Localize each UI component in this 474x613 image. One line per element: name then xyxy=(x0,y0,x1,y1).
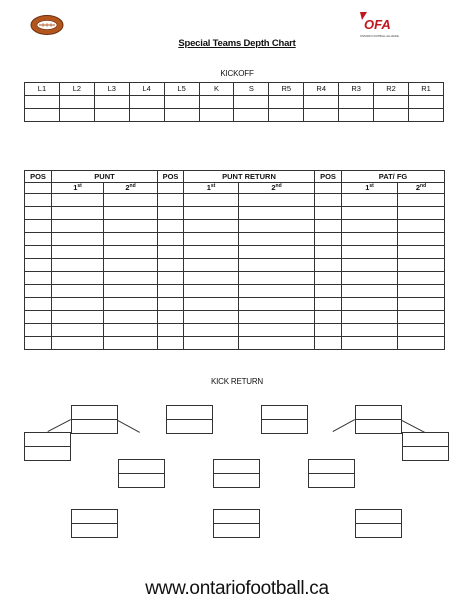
kickoff-cell[interactable] xyxy=(164,96,199,109)
depth-cell[interactable] xyxy=(104,337,158,350)
kickoff-cell[interactable] xyxy=(234,109,269,122)
depth-cell[interactable] xyxy=(104,324,158,337)
kickoff-cell[interactable] xyxy=(304,96,339,109)
kick-return-position-box[interactable] xyxy=(355,509,402,538)
kickoff-cell[interactable] xyxy=(374,109,409,122)
depth-cell[interactable] xyxy=(52,272,104,285)
depth-cell[interactable] xyxy=(158,298,184,311)
depth-cell[interactable] xyxy=(315,285,342,298)
depth-cell[interactable] xyxy=(25,285,52,298)
depth-cell[interactable] xyxy=(52,311,104,324)
blank-cell xyxy=(25,183,52,194)
kick-return-position-box[interactable] xyxy=(355,405,402,434)
second-string-header: 2nd xyxy=(104,183,158,194)
ofa-logo-text: OFA xyxy=(364,17,391,32)
ofa-logo-icon xyxy=(359,10,399,40)
kickoff-row xyxy=(25,109,444,122)
kickoff-column-header: K xyxy=(199,83,234,96)
depth-cell[interactable] xyxy=(342,233,398,246)
kickoff-cell[interactable] xyxy=(339,96,374,109)
depth-cell[interactable] xyxy=(239,272,315,285)
depth-cell[interactable] xyxy=(239,233,315,246)
depth-cell[interactable] xyxy=(398,220,445,233)
depth-cell[interactable] xyxy=(25,324,52,337)
kick-return-position-box[interactable] xyxy=(308,459,355,488)
depth-cell[interactable] xyxy=(342,246,398,259)
table-row xyxy=(25,285,445,298)
depth-cell[interactable] xyxy=(342,324,398,337)
depth-cell[interactable] xyxy=(342,298,398,311)
depth-cell[interactable] xyxy=(239,207,315,220)
depth-cell[interactable] xyxy=(239,311,315,324)
depth-cell[interactable] xyxy=(158,337,184,350)
depth-cell[interactable] xyxy=(158,324,184,337)
kick-return-label: KICK RETURN xyxy=(210,377,264,386)
depth-cell[interactable] xyxy=(52,337,104,350)
kickoff-cell[interactable] xyxy=(59,96,94,109)
depth-cell[interactable] xyxy=(315,272,342,285)
depth-cell[interactable] xyxy=(184,272,239,285)
depth-cell[interactable] xyxy=(104,207,158,220)
kickoff-cell[interactable] xyxy=(408,109,443,122)
depth-cell[interactable] xyxy=(398,285,445,298)
depth-cell[interactable] xyxy=(315,233,342,246)
table-row xyxy=(25,259,445,272)
depth-table xyxy=(24,170,445,350)
depth-cell[interactable] xyxy=(25,272,52,285)
depth-cell[interactable] xyxy=(52,298,104,311)
football-logo-icon xyxy=(30,14,64,36)
depth-cell[interactable] xyxy=(25,259,52,272)
kickoff-cell[interactable] xyxy=(374,96,409,109)
depth-cell[interactable] xyxy=(315,298,342,311)
depth-cell[interactable] xyxy=(184,194,239,207)
kickoff-cell[interactable] xyxy=(94,109,129,122)
kickoff-column-header: S xyxy=(234,83,269,96)
depth-cell[interactable] xyxy=(104,220,158,233)
blank-cell xyxy=(315,183,342,194)
depth-cell[interactable] xyxy=(158,311,184,324)
kick-return-position-box[interactable] xyxy=(71,405,118,434)
depth-cell[interactable] xyxy=(52,285,104,298)
depth-cell[interactable] xyxy=(184,324,239,337)
kickoff-column-header: L1 xyxy=(25,83,60,96)
depth-cell[interactable] xyxy=(398,272,445,285)
connector-line xyxy=(402,420,425,433)
first-string-header: 1st xyxy=(342,183,398,194)
kickoff-row xyxy=(25,96,444,109)
depth-cell[interactable] xyxy=(52,259,104,272)
kick-return-position-box[interactable] xyxy=(402,432,449,461)
depth-cell[interactable] xyxy=(104,298,158,311)
depth-cell[interactable] xyxy=(315,324,342,337)
kick-return-position-box[interactable] xyxy=(24,432,71,461)
depth-cell[interactable] xyxy=(398,324,445,337)
depth-cell[interactable] xyxy=(104,259,158,272)
kickoff-cell[interactable] xyxy=(339,109,374,122)
depth-cell[interactable] xyxy=(398,298,445,311)
depth-cell[interactable] xyxy=(104,194,158,207)
depth-cell[interactable] xyxy=(239,220,315,233)
depth-cell[interactable] xyxy=(25,246,52,259)
depth-cell[interactable] xyxy=(52,324,104,337)
pat-fg-header: PAT/ FG xyxy=(342,171,445,183)
depth-cell[interactable] xyxy=(342,207,398,220)
kickoff-cell[interactable] xyxy=(25,96,60,109)
kickoff-column-header: R1 xyxy=(408,83,443,96)
depth-cell[interactable] xyxy=(25,233,52,246)
kickoff-column-header: L2 xyxy=(59,83,94,96)
depth-cell[interactable] xyxy=(25,298,52,311)
connector-line xyxy=(48,419,71,432)
kickoff-cell[interactable] xyxy=(199,109,234,122)
kickoff-column-header: R4 xyxy=(304,83,339,96)
depth-cell[interactable] xyxy=(398,259,445,272)
kickoff-cell[interactable] xyxy=(94,96,129,109)
depth-cell[interactable] xyxy=(315,194,342,207)
depth-cell[interactable] xyxy=(184,246,239,259)
depth-cell[interactable] xyxy=(184,337,239,350)
depth-cell[interactable] xyxy=(315,337,342,350)
depth-cell[interactable] xyxy=(158,285,184,298)
depth-cell[interactable] xyxy=(158,233,184,246)
depth-cell[interactable] xyxy=(52,246,104,259)
kickoff-table xyxy=(24,82,444,122)
depth-cell[interactable] xyxy=(398,311,445,324)
depth-cell[interactable] xyxy=(342,311,398,324)
kickoff-column-header: R5 xyxy=(269,83,304,96)
punt-header: PUNT xyxy=(52,171,158,183)
depth-cell[interactable] xyxy=(52,207,104,220)
kickoff-cell[interactable] xyxy=(408,96,443,109)
table-row xyxy=(25,233,445,246)
table-row xyxy=(25,337,445,350)
kickoff-cell[interactable] xyxy=(234,96,269,109)
depth-cell[interactable] xyxy=(158,259,184,272)
pos-header: POS xyxy=(315,171,342,183)
depth-cell[interactable] xyxy=(315,207,342,220)
pos-header: POS xyxy=(25,171,52,183)
depth-cell[interactable] xyxy=(239,298,315,311)
depth-cell[interactable] xyxy=(315,259,342,272)
table-row xyxy=(25,311,445,324)
page-title: Special Teams Depth Chart xyxy=(178,38,296,49)
depth-cell[interactable] xyxy=(239,285,315,298)
depth-cell[interactable] xyxy=(239,324,315,337)
depth-cell[interactable] xyxy=(25,337,52,350)
depth-cell[interactable] xyxy=(342,285,398,298)
blank-cell xyxy=(158,183,184,194)
punt-return-header: PUNT RETURN xyxy=(184,171,315,183)
depth-cell[interactable] xyxy=(52,233,104,246)
kick-return-position-box[interactable] xyxy=(166,405,213,434)
depth-cell[interactable] xyxy=(184,285,239,298)
kickoff-column-header: R3 xyxy=(339,83,374,96)
first-string-header: 1st xyxy=(52,183,104,194)
depth-cell[interactable] xyxy=(342,337,398,350)
kickoff-cell[interactable] xyxy=(59,109,94,122)
kickoff-column-header: R2 xyxy=(374,83,409,96)
depth-cell[interactable] xyxy=(104,272,158,285)
kickoff-cell[interactable] xyxy=(304,109,339,122)
connector-line xyxy=(118,420,140,433)
depth-cell[interactable] xyxy=(184,298,239,311)
depth-cell[interactable] xyxy=(52,194,104,207)
depth-cell[interactable] xyxy=(239,194,315,207)
table-row xyxy=(25,220,445,233)
table-row xyxy=(25,272,445,285)
kick-return-position-box[interactable] xyxy=(71,509,118,538)
kickoff-cell[interactable] xyxy=(269,109,304,122)
depth-cell[interactable] xyxy=(239,259,315,272)
kick-return-position-box[interactable] xyxy=(213,459,260,488)
kickoff-column-header: L4 xyxy=(129,83,164,96)
kickoff-cell[interactable] xyxy=(164,109,199,122)
kickoff-column-header: L3 xyxy=(94,83,129,96)
table-row xyxy=(25,324,445,337)
connector-line xyxy=(333,419,355,432)
depth-cell[interactable] xyxy=(342,194,398,207)
first-string-header: 1st xyxy=(184,183,239,194)
depth-cell[interactable] xyxy=(25,207,52,220)
depth-cell[interactable] xyxy=(398,233,445,246)
table-row xyxy=(25,298,445,311)
depth-cell[interactable] xyxy=(158,272,184,285)
depth-cell[interactable] xyxy=(184,311,239,324)
table-row xyxy=(25,246,445,259)
kickoff-cell[interactable] xyxy=(269,96,304,109)
depth-cell[interactable] xyxy=(239,246,315,259)
depth-cell[interactable] xyxy=(52,220,104,233)
depth-cell[interactable] xyxy=(184,220,239,233)
second-string-header: 2nd xyxy=(398,183,445,194)
depth-cell[interactable] xyxy=(158,194,184,207)
depth-cell[interactable] xyxy=(158,246,184,259)
depth-cell[interactable] xyxy=(104,311,158,324)
depth-cell[interactable] xyxy=(342,220,398,233)
kickoff-cell[interactable] xyxy=(25,109,60,122)
kick-return-position-box[interactable] xyxy=(118,459,165,488)
depth-cell[interactable] xyxy=(398,337,445,350)
ofa-logo-caption: ONTARIO FOOTBALL ALLIANCE xyxy=(360,35,399,38)
kick-return-position-box[interactable] xyxy=(213,509,260,538)
depth-cell[interactable] xyxy=(25,311,52,324)
kickoff-column-header: L5 xyxy=(164,83,199,96)
depth-cell[interactable] xyxy=(104,233,158,246)
kick-return-position-box[interactable] xyxy=(261,405,308,434)
depth-cell[interactable] xyxy=(239,337,315,350)
depth-cell[interactable] xyxy=(158,207,184,220)
second-string-header: 2nd xyxy=(239,183,315,194)
depth-cell[interactable] xyxy=(315,311,342,324)
pos-header: POS xyxy=(158,171,184,183)
kickoff-cell[interactable] xyxy=(199,96,234,109)
depth-cell[interactable] xyxy=(398,207,445,220)
depth-cell[interactable] xyxy=(184,207,239,220)
footer-url[interactable]: www.ontariofootball.ca xyxy=(145,578,329,599)
depth-cell[interactable] xyxy=(342,259,398,272)
table-row xyxy=(25,194,445,207)
depth-cell[interactable] xyxy=(398,194,445,207)
kickoff-label: KICKOFF xyxy=(220,69,254,78)
depth-cell[interactable] xyxy=(398,246,445,259)
depth-cell[interactable] xyxy=(25,194,52,207)
depth-cell[interactable] xyxy=(25,220,52,233)
depth-cell[interactable] xyxy=(315,246,342,259)
depth-cell[interactable] xyxy=(184,233,239,246)
kickoff-cell[interactable] xyxy=(129,109,164,122)
depth-cell[interactable] xyxy=(104,285,158,298)
depth-cell[interactable] xyxy=(184,259,239,272)
depth-cell[interactable] xyxy=(104,246,158,259)
depth-cell[interactable] xyxy=(342,272,398,285)
kickoff-cell[interactable] xyxy=(129,96,164,109)
depth-cell[interactable] xyxy=(158,220,184,233)
table-row xyxy=(25,207,445,220)
depth-cell[interactable] xyxy=(315,220,342,233)
